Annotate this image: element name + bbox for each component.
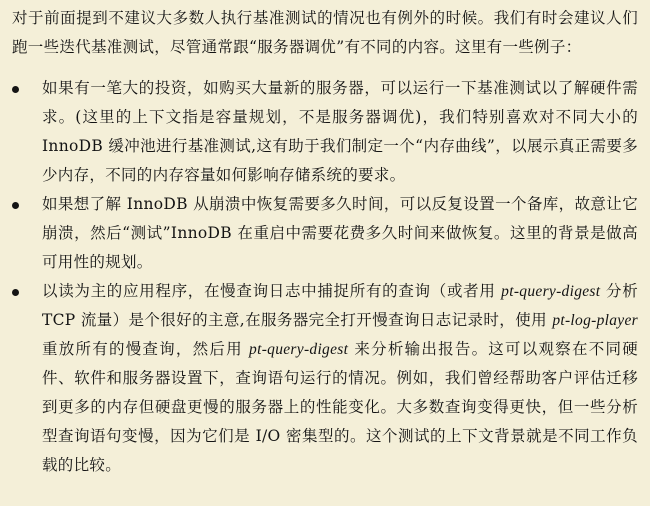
bullet-item xyxy=(12,277,638,480)
bullet-text: 来分析输出报告。这可以观察在不同硬件、软件和服务器设置下，查询语句运行的情况。例如，我们曾经帮助客户评估迁移到更多的内存但硬盘更慢的服务器上的性能变化。大多数查询变得更快，但一些分析型查询语句变慢，因为它们是 I/O 密集型的。这个测试的上下文背景就是不同工作负载的比较。 xyxy=(42,340,639,474)
bullet-text: 在重启中需要花费多久时间来做恢复。这里的背景是做高可用性的规划。 xyxy=(42,224,638,271)
bullet-list xyxy=(12,74,638,480)
bullet-text: 如果想了解 xyxy=(42,195,127,213)
bullet-text: 分析 TCP 流量）是个很好的主意,在服务器完全打开慢查询日志记录时，使用 xyxy=(42,282,638,329)
technical-term: InnoDB xyxy=(126,195,188,213)
command-name: pt-log-player xyxy=(552,312,638,329)
command-name: pt-query-digest xyxy=(249,341,349,358)
command-name: pt-query-digest xyxy=(501,283,601,300)
bullet-dot-icon xyxy=(12,86,19,93)
technical-term: InnoDB xyxy=(42,137,104,155)
bullet-dot-icon xyxy=(12,202,19,209)
bullet-text: 如果有一笔大的投资，如购买大量新的服务器，可以运行一下基准测试以了解硬件需求。(这里的上下文指是容量规划，不是服务器调优)，我们特别喜欢对不同大小的 xyxy=(42,79,638,126)
bullet-text: 缓冲池进行基准测试,这有助于我们制定一个“内存曲线”，以展示真正需要多少内存，不同的内存容量如何影响存储系统的要求。 xyxy=(42,137,638,184)
bullet-item xyxy=(12,74,638,190)
bullet-dot-icon xyxy=(12,289,19,296)
intro-paragraph: 对于前面提到不建议大多数人执行基准测试的情况也有例外的时候。我们有时会建议人们跑一些迭代基准测试，尽管通常跟“服务器调优”有不同的内容。这里有一些例子： xyxy=(12,9,638,56)
bullet-text: 以读为主的应用程序，在慢查询日志中捕捉所有的查询（或者用 xyxy=(42,282,502,300)
bullet-text: 重放所有的慢查询，然后用 xyxy=(42,340,250,358)
bullet-item xyxy=(12,190,638,277)
technical-term: InnoDB xyxy=(170,224,232,242)
bullet-text: 从崩溃中恢复需要多久时间，可以反复设置一个备库，故意让它崩溃，然后“测试” xyxy=(42,195,638,242)
